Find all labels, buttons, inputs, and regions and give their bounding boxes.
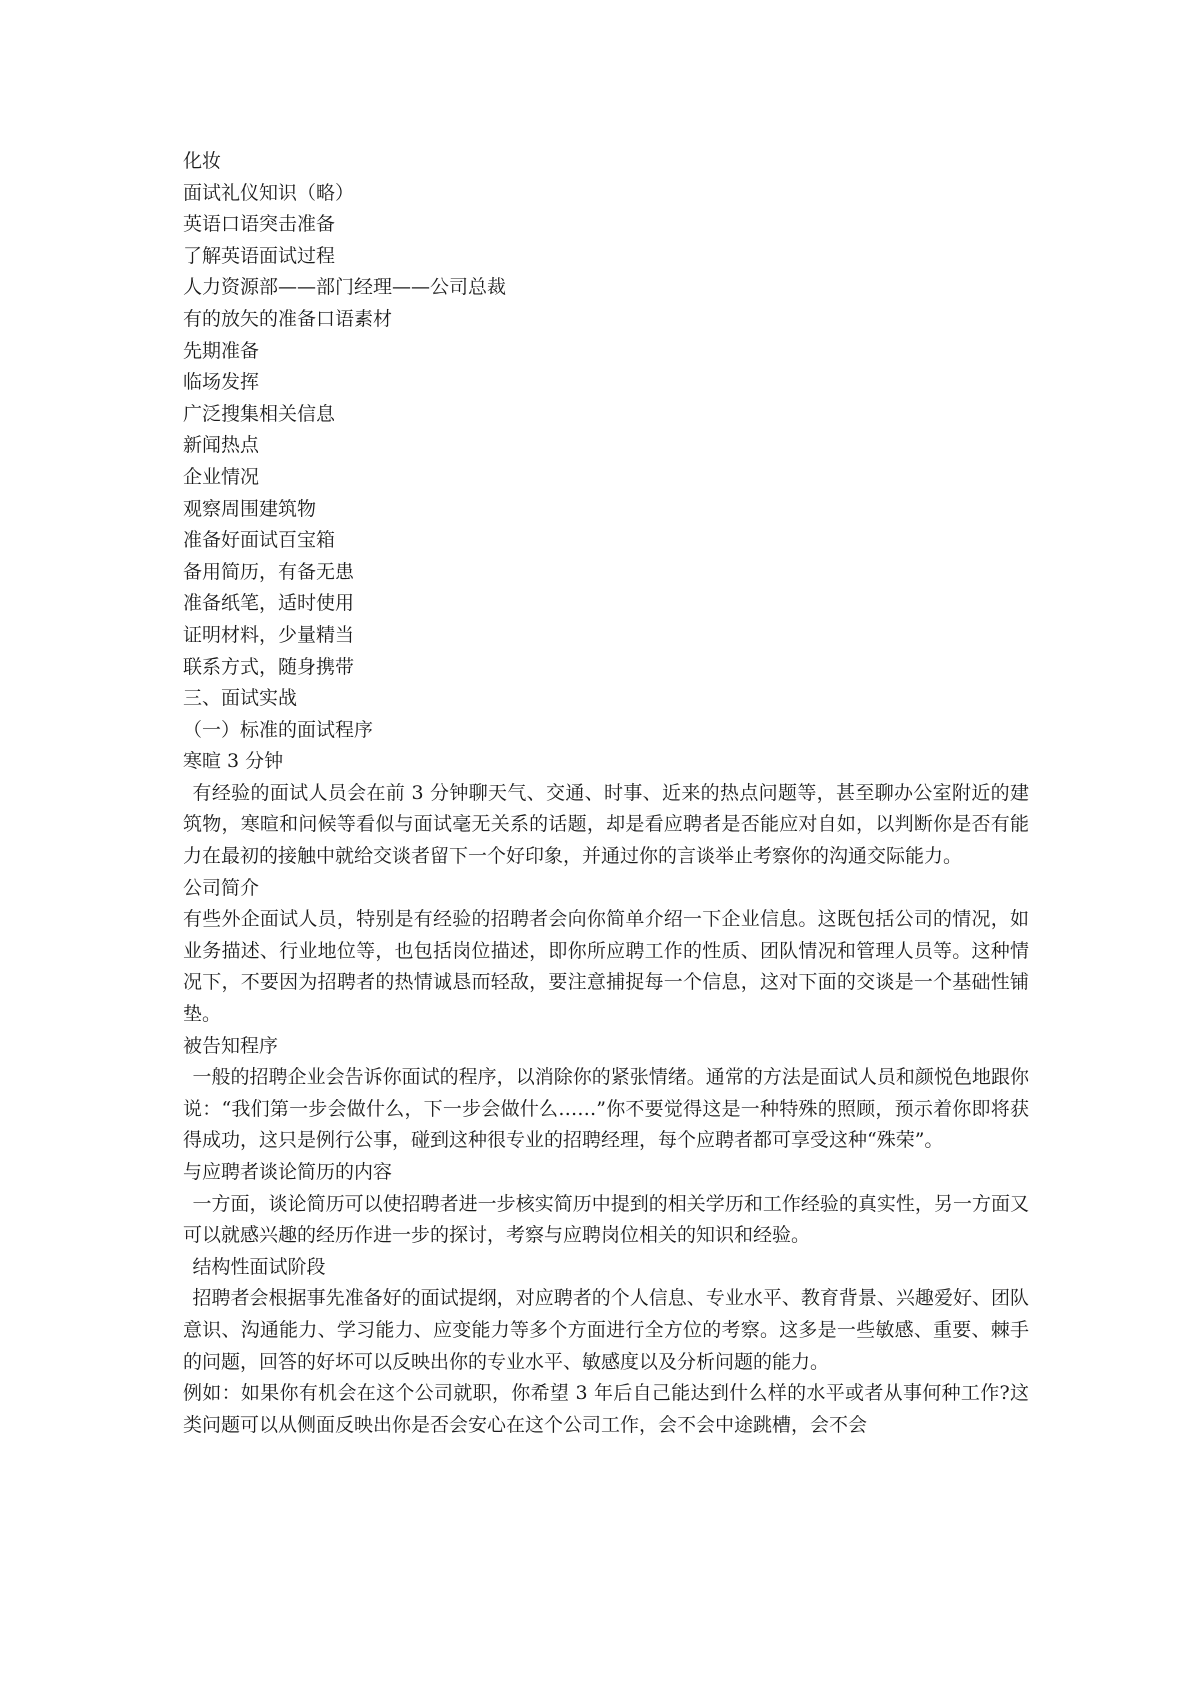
text-line: 英语口语突击准备 — [183, 213, 336, 236]
text-line: 面试礼仪知识（略） — [183, 181, 355, 204]
paragraph-structured: 招聘者会根据事先准备好的面试提纲，对应聘者的个人信息、专业水平、教育背景、兴趣爱好、团队意识、沟通能力、学习能力、应变能力等多个方面进行全方位的考察。这多是一些敏感、重要、棘手的问题，回答的好坏可以反映出你的专业水平、敏感度以及分析问题的能力。 — [183, 1287, 1029, 1373]
heading-procedure: 被告知程序 — [183, 1034, 279, 1057]
paragraph-company: 有些外企面试人员，特别是有经验的招聘者会向你简单介绍一下企业信息。这既包括公司的情况，如业务描述、行业地位等，也包括岗位描述，即你所应聘工作的性质、团队情况和管理人员等。这种情况下，不要因为招聘者的热情诚恳而轻敌，要注意捕捉每一个信息，这对下面的交谈是一个基础性铺垫。 — [183, 908, 1029, 1026]
text-line: 新闻热点 — [183, 434, 260, 457]
text-line: 企业情况 — [183, 465, 260, 488]
text-line: 有的放矢的准备口语素材 — [183, 307, 393, 330]
heading-company: 公司简介 — [183, 876, 260, 899]
paragraph-procedure: 一般的招聘企业会告诉你面试的程序，以消除你的紧张情绪。通常的方法是面试人员和颜悦色地跟你说：“我们第一步会做什么，下一步会做什么……”你不要觉得这是一种特殊的照顾，预示着你即将获得成功，这只是例行公事，碰到这种很专业的招聘经理，每个应聘者都可享受这种“殊荣”。 — [183, 1066, 1029, 1152]
text-line: 广泛搜集相关信息 — [183, 402, 336, 425]
text-line: 临场发挥 — [183, 371, 260, 394]
document-body — [183, 146, 1029, 1441]
text-line: 联系方式，随身携带 — [183, 655, 355, 678]
text-line: 了解英语面试过程 — [183, 244, 336, 267]
text-line: 先期准备 — [183, 339, 260, 362]
text-line: 寒暄 3 分钟 — [183, 750, 284, 773]
subsection-heading: （一）标准的面试程序 — [183, 718, 374, 741]
heading-structured: 结构性面试阶段 — [192, 1255, 326, 1278]
paragraph-greeting: 有经验的面试人员会在前 3 分钟聊天气、交通、时事、近来的热点问题等，甚至聊办公室附近的建筑物，寒暄和问候等看似与面试毫无关系的话题，却是看应聘者是否能应对自如，以判断你是否有能力在最初的接触中就给交谈者留下一个好印象，并通过你的言谈举止考察你的沟通交际能力。 — [183, 781, 1029, 868]
text-line: 观察周围建筑物 — [183, 497, 317, 520]
section-heading: 三、面试实战 — [183, 687, 298, 710]
text-line: 证明材料，少量精当 — [183, 623, 355, 646]
paragraph-resume: 一方面，谈论简历可以使招聘者进一步核实简历中提到的相关学历和工作经验的真实性，另一方面又可以就感兴趣的经历作进一步的探讨，考察与应聘岗位相关的知识和经验。 — [183, 1192, 1029, 1247]
text-line: 准备好面试百宝箱 — [183, 529, 336, 552]
heading-resume: 与应聘者谈论简历的内容 — [183, 1161, 393, 1183]
paragraph-example: 例如：如果你有机会在这个公司就职，你希望 3 年后自己能达到什么样的水平或者从事何种工作?这类问题可以从侧面反映出你是否会安心在这个公司工作，会不会中途跳槽，会不会 — [183, 1382, 1029, 1436]
text-line: 备用简历，有备无患 — [183, 560, 355, 583]
text-line: 人力资源部——部门经理——公司总裁 — [183, 276, 507, 299]
text-line: 化妆 — [183, 150, 222, 172]
text-line: 准备纸笔，适时使用 — [183, 592, 355, 615]
